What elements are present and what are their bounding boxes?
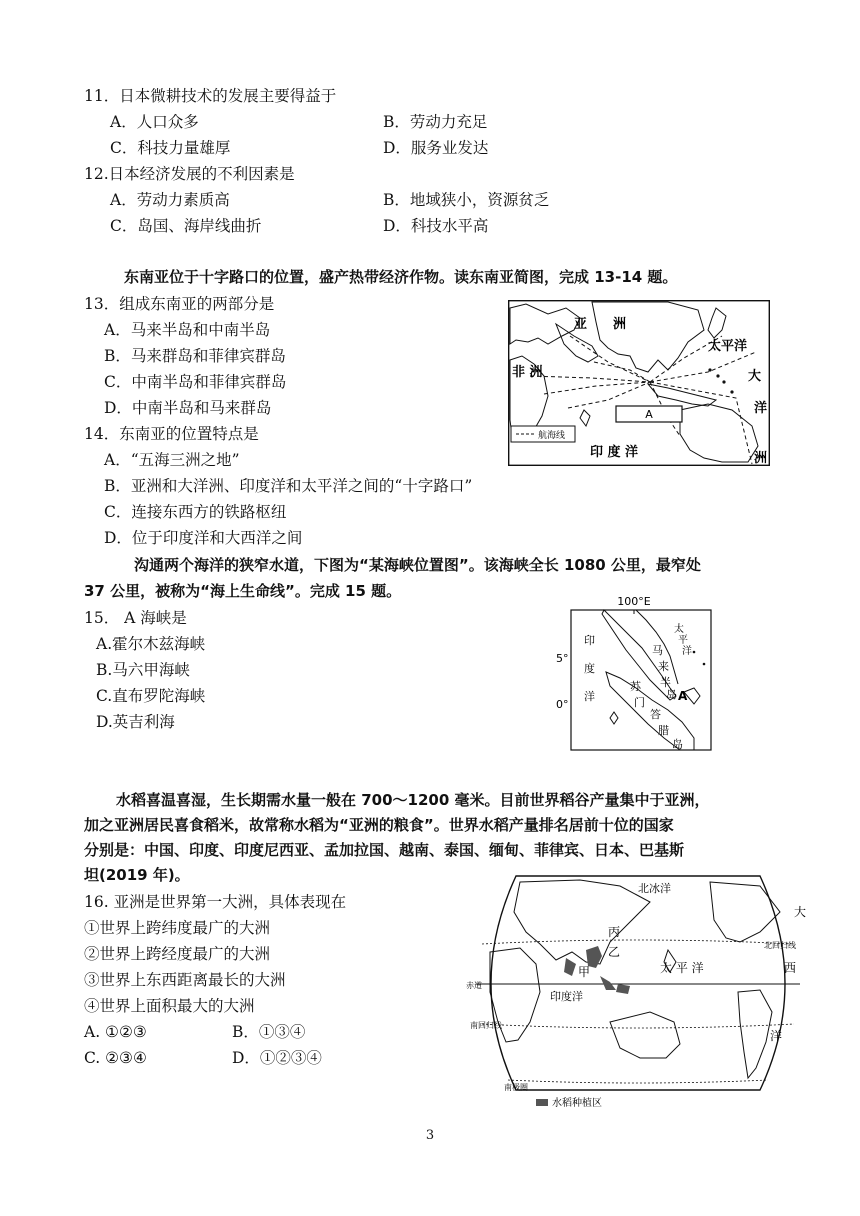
q13-option-d: D．中南半岛和马来群岛 bbox=[104, 399, 272, 417]
q15-stem: 15． A 海峡是 bbox=[84, 609, 187, 627]
q11-option-d: D．服务业发达 bbox=[383, 139, 489, 157]
strait-map-indian-1: 印 bbox=[584, 634, 595, 647]
southeast-asia-map bbox=[508, 300, 770, 466]
q13-stem: 13．组成东南亚的两部分是 bbox=[84, 295, 275, 313]
q14-option-d: D．位于印度洋和大西洋之间 bbox=[104, 529, 303, 547]
world-map-legend: 水稻种植区 bbox=[552, 1098, 602, 1109]
q11-stem: 11．日本微耕技术的发展主要得益于 bbox=[84, 87, 337, 105]
map-label-asia: 亚 洲 bbox=[574, 317, 627, 332]
strait-map-pacific-3: 洋 bbox=[682, 646, 692, 657]
q15-option-b: B.马六甲海峡 bbox=[96, 661, 190, 679]
intro-rice-line-3: 分别是：中国、印度、印度尼西亚、孟加拉国、越南、泰国、缅甸、菲律宾、日本、巴基斯 bbox=[84, 841, 685, 859]
q15-option-c: C.直布罗陀海峡 bbox=[96, 687, 206, 705]
strait-map-pacific-1: 太 bbox=[674, 624, 684, 635]
q11-option-a: A．人口众多 bbox=[110, 113, 199, 131]
q16-statement-2: ②世界上跨经度最广的大洲 bbox=[84, 945, 271, 963]
world-map-equator: 赤道 bbox=[466, 981, 482, 990]
strait-map-sumatra-1: 苏 bbox=[630, 680, 641, 693]
world-map-atlantic-1: 大 bbox=[794, 905, 807, 919]
page-number: 3 bbox=[425, 1128, 435, 1143]
intro-rice-line-4: 坦(2019 年)。 bbox=[84, 866, 190, 884]
q15-option-a: A.霍尔木兹海峡 bbox=[96, 635, 206, 653]
intro-rice-line-1: 水稻喜温喜湿，生长期需水量一般在 700～1200 毫米。目前世界稻谷产量集中于亚洲， bbox=[116, 791, 710, 809]
q13-option-c: C．中南半岛和菲律宾群岛 bbox=[104, 373, 287, 391]
map-label-oceania-3: 洲 bbox=[754, 451, 768, 466]
q13-option-b: B．马来群岛和菲律宾群岛 bbox=[104, 347, 286, 365]
world-map-atlantic-3: 洋 bbox=[770, 1029, 783, 1043]
world-map-north-ocean: 北冰洋 bbox=[638, 882, 671, 895]
world-map-pacific: 太 平 洋 bbox=[660, 961, 704, 975]
world-map-south-tropic: 南回归线 bbox=[470, 1021, 502, 1030]
strait-map-malay-4: 岛 bbox=[666, 688, 677, 701]
world-rice-map bbox=[460, 872, 816, 1112]
intro-rice-line-2: 加之亚洲居民喜食稻米，故常称水稻为“亚洲的粮食”。世界水稻产量排名居前十位的国家 bbox=[84, 816, 674, 834]
q12-option-b: B．地域狭小，资源贫乏 bbox=[383, 191, 550, 209]
strait-map-sumatra-2: 门 bbox=[634, 696, 645, 709]
intro-strait-line-2: 37 公里，被称为“海上生命线”。完成 15 题。 bbox=[84, 582, 402, 600]
intro-southeast-asia: 东南亚位于十字路口的位置，盛产热带经济作物。读东南亚简图，完成 13-14 题。 bbox=[124, 268, 678, 286]
q16-option-d: D．①②③④ bbox=[232, 1049, 322, 1067]
strait-map-sumatra-3: 答 bbox=[650, 708, 661, 721]
q16-option-a: A. ①②③ bbox=[84, 1023, 147, 1041]
map-label-africa: 非 洲 bbox=[512, 365, 543, 380]
q16-statement-4: ④世界上面积最大的大洲 bbox=[84, 997, 255, 1015]
strait-location-map bbox=[544, 592, 740, 770]
q12-option-a: A．劳动力素质高 bbox=[110, 191, 230, 209]
strait-map-malay-3: 半 bbox=[660, 676, 671, 689]
world-map-north-tropic: 北回归线 bbox=[764, 941, 796, 950]
world-map-atlantic-2: 西 bbox=[784, 961, 797, 975]
strait-map-indian-3: 洋 bbox=[584, 690, 595, 703]
world-map-label-jia: 甲 bbox=[578, 965, 591, 979]
strait-map-lat-5: 5° bbox=[556, 652, 569, 665]
strait-map-pacific-2: 平 bbox=[678, 635, 688, 646]
world-map-label-bing: 丙 bbox=[608, 925, 621, 939]
map-label-oceania-2: 洋 bbox=[754, 401, 768, 416]
strait-map-point-a: A bbox=[678, 689, 688, 703]
strait-map-longitude: 100°E bbox=[617, 595, 651, 608]
world-map-antarctic: 南极圈 bbox=[504, 1083, 528, 1092]
q14-option-c: C．连接东西方的铁路枢纽 bbox=[104, 503, 287, 521]
intro-strait-line-1: 沟通两个海洋的狭窄水道，下图为“某海峡位置图”。该海峡全长 1080 公里，最窄处 bbox=[134, 556, 701, 574]
world-map-indian-ocean: 印度洋 bbox=[550, 990, 583, 1003]
q14-stem: 14．东南亚的位置特点是 bbox=[84, 425, 259, 443]
map-legend-route: 航海线 bbox=[538, 431, 566, 441]
q16-statement-3: ③世界上东西距离最长的大洲 bbox=[84, 971, 286, 989]
q11-option-c: C．科技力量雄厚 bbox=[110, 139, 231, 157]
q15-option-d: D.英吉利海 bbox=[96, 713, 175, 731]
q11-option-b: B．劳动力充足 bbox=[383, 113, 488, 131]
q16-stem: 16. 亚洲是世界第一大洲，具体表现在 bbox=[84, 893, 347, 911]
strait-map-sumatra-5: 岛 bbox=[672, 738, 683, 751]
q16-option-c: C. ②③④ bbox=[84, 1049, 147, 1067]
q14-option-a: A．“五海三洲之地” bbox=[104, 451, 240, 469]
map-label-oceania-1: 大 bbox=[748, 369, 762, 384]
q16-statement-1: ①世界上跨纬度最广的大洲 bbox=[84, 919, 271, 937]
strait-map-lat-0: 0° bbox=[556, 698, 569, 711]
strait-map-malay-1: 马 bbox=[652, 644, 663, 657]
map-box-label: A bbox=[645, 408, 653, 421]
map-label-indian-ocean: 印 度 洋 bbox=[590, 445, 639, 460]
world-map-label-yi: 乙 bbox=[608, 945, 621, 959]
q12-option-d: D．科技水平高 bbox=[383, 217, 489, 235]
map-label-pacific: 太平洋 bbox=[708, 339, 748, 354]
strait-map-malay-2: 来 bbox=[658, 660, 669, 673]
q13-option-a: A．马来半岛和中南半岛 bbox=[104, 321, 271, 339]
q12-stem: 12.日本经济发展的不利因素是 bbox=[84, 165, 295, 183]
q16-option-b: B．①③④ bbox=[232, 1023, 306, 1041]
strait-map-indian-2: 度 bbox=[584, 662, 595, 675]
q14-option-b: B．亚洲和大洋洲、印度洋和太平洋之间的“十字路口” bbox=[104, 477, 473, 495]
q12-option-c: C．岛国、海岸线曲折 bbox=[110, 217, 262, 235]
strait-map-sumatra-4: 腊 bbox=[658, 724, 669, 737]
